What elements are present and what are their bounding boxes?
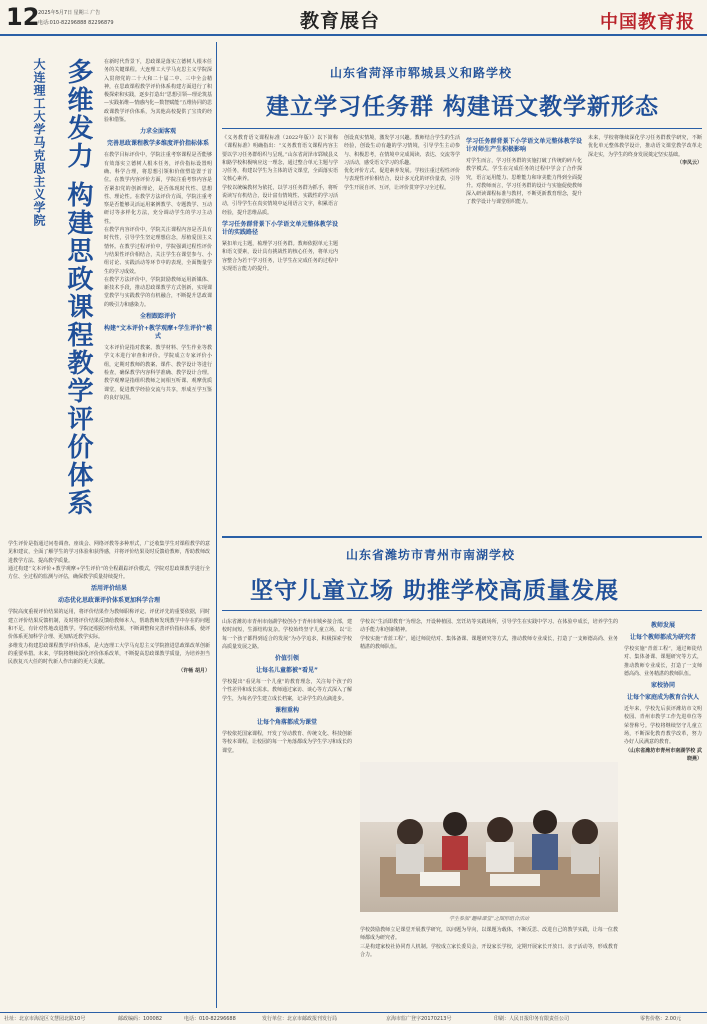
article2-para6: 对学生而言，学习任务群的实施打破了传统的碎片化教学模式，学生在完成任务的过程中学会了合作探究，语言运用能力、思维能力和审美能力得到全面提升。对教师而言，学习任务群的设计与实施促使教师深入研读课程标准与教材，不断更新教育理念，提升了教学设计与课堂组织能力。 (466, 158, 582, 206)
article3-author: （山东省潍坊市青州市南湖学校 武晓燕） (625, 747, 702, 762)
article3-column2 (360, 618, 618, 758)
article3-para5b: 学校实施“青蓝工程”，通过师徒结对、集体备课、课题研究等方式，推动教师专业成长，打造了一支师德高尚、业务精湛的教师队伍。 (624, 646, 702, 677)
article1-column2 (8, 540, 210, 1006)
article1-intro: 在新时代背景下，思政课是落实立德树人根本任务的关键课程。大连理工大学马克思主义学院深入贯彻党的二十大和二十届二中、三中全会精神，在思政课程教学评价体系构建方面进行了积极探索和实践，逐步打造出“思想引领—理论筑基—实践拓维—情感内化—数智赋能”五维协同的思政课教学评价体系，为其他高校提供了宝贵的经验和借鉴。 (104, 59, 212, 124)
header-contact: 电话:010-82296888 82296879 (38, 20, 114, 26)
article1-subhead1b: 完善思政课程教学多维度评价指标体系 (106, 140, 209, 148)
article1-headline: 多维发力 构建思政课程教学评价体系 (63, 58, 93, 518)
article3-column3 (360, 926, 618, 1006)
article3-subhead4b: 让每个家庭成为教育合伙人 (626, 694, 699, 702)
article1-para2: 在教学内容评价中，学院关注课程内容是否具有时代性，引导学生坚定理想信念，厚植爱国主义情怀。在教学过程评价中，学院强调过程性评价与结果性评价相结合，关注学生在课堂参与、小组讨论、实践活动等环节中的表现，全面衡量学生的学习成效。 (104, 227, 212, 275)
article1-subhead2: 全程跟踪评价 (139, 313, 176, 321)
footer-postcode: 邮政编码：100082 (118, 1016, 163, 1022)
article2-para1: 《义务教育语文课程标准（2022年版）》以下简称《课程标准》明确指出：“义务教育语文课程内容主要以学习任务群组织与呈现。”山东省菏泽市郓城县义和路学校积极响应这一理念，通过整合单元主题与学习任务，构建以学生为主体的语文课堂，全面落实语文核心素养。 (222, 135, 338, 183)
footer-address: 社址：北京市海淀区文慧园北路10号 (4, 1016, 86, 1022)
article2-para4: 创设真实情境，激发学习兴趣。教师结合学生的生活经验，创设生动有趣的学习情境，引导学生主动参与、积极思考，在情境中完成阅读、表达、交流等学习活动，感受语文学习的乐趣。 (344, 135, 460, 166)
article1-para6: 通过构建“文本评价+教学观摩+学生评价”的全程跟踪评价模式，学院对思政课教学进行全方位、全过程的监测与评估，确保教学质量持续提升。 (8, 565, 210, 581)
article2-subhead1: 学习任务群背景下小学语文单元整体教学设计的实践路径 (222, 220, 338, 236)
article3-subhead3: 教师发展 (650, 622, 675, 629)
article1-column1 (104, 58, 212, 536)
article1-para7: 学院高度重视评价结果的运用，将评价结果作为教师职称评定、评优评先的重要依据，同时建立评价结果反馈机制，及时将评价结果反馈给教师本人，帮助教师发现教学中存在的问题和不足，有针对性地改进教学。学院还根据评价结果，不断调整和完善评价指标体系，使评价体系更加科学合理、更加贴近教学实际。 (8, 609, 210, 641)
students-photo (360, 762, 618, 912)
article3-para3: 学校依托国家课程，开发了劳动教育、传统文化、科技创新等校本课程，让校园的每一个角落都成为学生学习和成长的课堂。 (222, 731, 352, 754)
article1-subhead1: 力求全面客观 (139, 128, 176, 136)
article1-subhead3b: 动态优化思政课评价体系更加科学合理 (57, 597, 160, 605)
article1-para5: 学生评价是指通过问卷调查、座谈会、网络评教等多种形式，广泛收集学生对课程教学的意见和建议，全面了解学生的学习体验和获得感，并将评价结果及时反馈给教师，帮助教师改进教学方法、提高教学质量。 (8, 541, 210, 564)
section-divider (222, 536, 702, 538)
article2-column4 (588, 134, 702, 530)
page-footer (0, 1012, 707, 1024)
article1-para1: 在教学目标评价中，学院注重考察课程是否能够有效落实立德树人根本任务，评价指标设置明确、科学合理，将思想引领和价值塑造置于首位。在教学内容评价方面，学院注重考察内容是否紧扣党的创新理论，是否体现时代性、思想性、理论性。在教学方法评价方面，学院注重考察是否能够灵活运用案例教学、专题教学、互动研讨等多样化方法，充分调动学生的学习主动性。 (104, 152, 212, 225)
article1-author: （许畅 胡月） (178, 667, 210, 674)
footer-phone: 电话：010-82296688 (184, 1016, 236, 1022)
photo-caption: 学生参加“趣味课堂”之图形组合活动 (448, 916, 530, 922)
footer-ad-license: 京海市监广登字20170213号 (386, 1016, 452, 1022)
article3-para4: 学校以“生活即教育”为理念，开设种植园、烹饪坊等实践场所，引导学生在实践中学习、在体验中成长，培养学生的动手能力和创新精神。 (360, 619, 618, 634)
article3-para6: 学校鼓励教师立足课堂开展教学研究，以问题为导向，以课题为载体，不断反思、改进自己的教学实践，让每一位教师都成为研究者。 (360, 927, 618, 942)
footer-price: 零售价格：2.00元 (640, 1016, 682, 1022)
section-title: 教育展台 (300, 10, 381, 32)
article2-para3: 紧扣单元主题，梳理学习任务群。教师依据单元主题和语文要素，设计具有挑战性的核心任务，将单元内容整合为若干学习任务，让学生在完成任务的过程中实现语言能力的提升。 (222, 240, 338, 272)
article3-subhead2: 课程重构 (274, 707, 299, 715)
article2-para7: 未来，学校将继续深化学习任务群教学研究，不断优化单元整体教学设计，推动语文课堂教学改革走深走实，为学生的终身发展奠定坚实基础。 (588, 135, 702, 158)
article2-para5: 优化评价方式，促进素养发展。学校注重过程性评价与表现性评价相结合，设计多元化的评价量表，引导学生开展自评、互评，让评价贯穿学习全过程。 (344, 168, 460, 191)
article1-para8: 多维发力构建思政课程教学评价体系，是大连理工大学马克思主义学院推进思政课改革创新的重要举措。未来，学院将继续深化评价体系改革，不断提高思政课教学质量，为培养担当民族复兴大任的时代新人作出新的更大贡献。 (8, 642, 210, 666)
article2-headline: 建立学习任务群 构建语文教学新形态 (266, 94, 660, 120)
article3-para7: 三是构建家校社协同育人机制。学校成立家长委员会，开设家长学校，定期开展家长开放日、亲子活动等，形成教育合力。 (360, 943, 618, 958)
article3-rule (222, 610, 702, 611)
article3-para5: 学校实施“青蓝工程”，通过师徒结对、集体备课、课题研究等方式，推动教师专业成长，打造了一支师德高尚、业务精湛的教师队伍。 (360, 635, 618, 650)
footer-publisher: 发行单位：北京市邮政报刊发行局 (262, 1016, 338, 1022)
article2-column3 (466, 134, 582, 530)
article3-column4 (624, 618, 702, 1006)
column-divider (216, 42, 217, 1008)
article2-column1 (222, 134, 338, 530)
article3-para2: 学校提出“看见每一个儿童”的教育理念，关注每个孩子的个性差异和成长需求。教师通过家访、谈心等方式深入了解学生，为每名学生建立成长档案，记录学生的点滴进步。 (222, 679, 352, 702)
article2-para2: 学校以统编教材为依托，以学习任务群为抓手，将听说读写有机结合，设计富有情境性、实践性的学习活动，引导学生在真实情境中运用语言文字，积累语言经验，提升思维品质。 (222, 184, 338, 216)
article1-para4: 文本评价是指对教案、教学材料、学生作业等教学文本进行审查和评价。学院成立专家评价小组，定期对教师的教案、课件、教学设计等进行检查，确保教学内容科学准确、教学设计合理。教学观摩是指组织教师之间相互听课、观摩优质课堂，促进教学经验交流与共享，形成互学互鉴的良好氛围。 (104, 345, 212, 401)
photo-illustration (360, 762, 618, 912)
page-header (0, 0, 707, 36)
article3-headline: 坚守儿童立场 助推学校高质量发展 (250, 578, 620, 604)
article1-org: 大连理工大学马克思主义学院 (32, 58, 46, 227)
article3-subhead1b: 让每名儿童都被“看见” (256, 667, 318, 675)
article3-kicker: 山东省潍坊市青州市南湖学校 (346, 548, 516, 562)
article3-para8: 近年来，学校先后获评潍坊市文明校园、青州市教学工作先进单位等荣誉称号。学校将继续坚守儿童立场，不断深化教育教学改革，努力办好人民满意的教育。 (624, 706, 702, 746)
article3-subhead2b: 让每个角落都成为课堂 (256, 719, 317, 727)
article2-kicker: 山东省菏泽市郓城县义和路学校 (330, 66, 513, 80)
article1-para3: 在教学方法评价中，学院鼓励教师运用新媒体、新技术手段，推动思政课教学方式创新，实现课堂教学与实践教学的有机融合，不断提升思政课的吸引力和感染力。 (104, 276, 212, 308)
article2-author: （李凤云） (676, 159, 702, 166)
article2-rule (222, 128, 702, 129)
article3-subhead3b: 让每个教师都成为研究者 (629, 634, 696, 641)
article2-column2 (344, 134, 460, 530)
article3-para1: 山东省潍坊市青州市南湖学校创办于青州市城乡接合部，建校时间短，生源结构复杂。学校始终坚守儿童立场，以“让每一个孩子都得到适合的发展”为办学追求，积极探索学校高质量发展之路。 (222, 619, 352, 650)
article3-subhead4: 家校协同 (650, 682, 675, 690)
masthead-logo: 中国教育报 (600, 12, 695, 33)
article1-subhead2b: 构建“文本评价+教学观摩+学生评价”模式 (104, 325, 212, 341)
article3-subhead1: 价值引领 (274, 655, 299, 663)
article2-subhead2: 学习任务群背景下小学语文单元整体教学设计对师生产生积极影响 (466, 138, 582, 153)
article1-subhead3: 活用评价结果 (90, 585, 127, 593)
page-number: 12 (6, 3, 40, 31)
footer-printer: 印刷：人民日报印务有限责任公司 (494, 1016, 570, 1022)
article3-column1 (222, 618, 352, 1006)
header-date: 2025年5月7日 星期三 广告 (38, 10, 101, 16)
